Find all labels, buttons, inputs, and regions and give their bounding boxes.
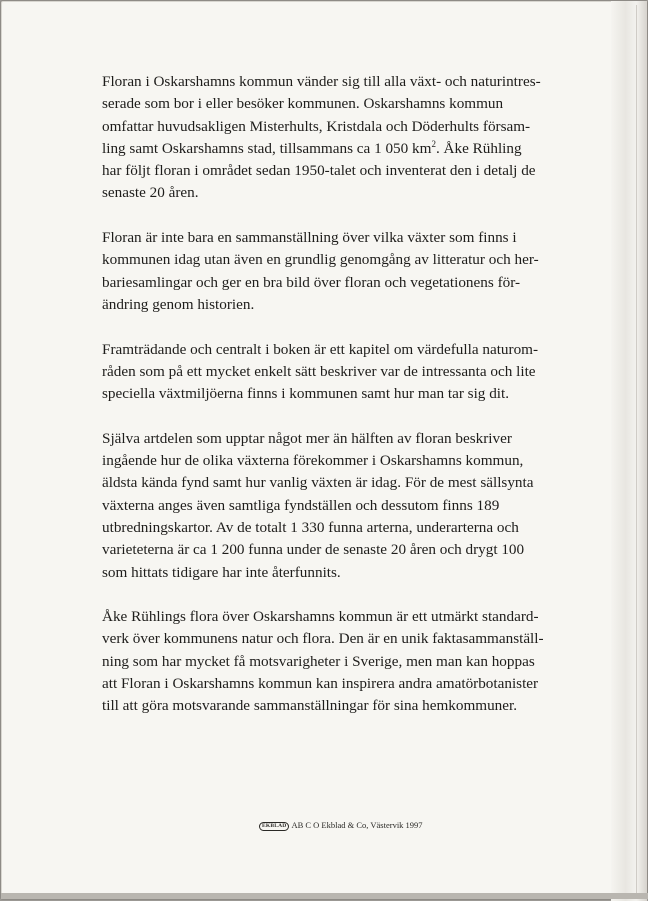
printer-imprint (259, 820, 423, 831)
imprint-text: AB C O Ekblad & Co, Västervik 1997 (291, 820, 423, 830)
spine-edge (611, 1, 647, 901)
spine-line (636, 5, 637, 897)
bottom-edge (1, 893, 648, 899)
paragraph-3: Framträdande och centralt i boken är ett kapitel om värdefulla naturom- råden som på ett mycket enkelt sätt beskriver var de intressanta och lite speciella växtmiljöerna finns i kommunen samt hur man tar sig dit. (102, 340, 539, 403)
blurb-text (102, 71, 562, 740)
paragraph-4: Själva artdelen som upptar något mer än hälften av floran beskriver ingående hur de olika växterna förekommer i Oskarshamns kommun, äldsta kända fynd samt hur vanlig växten är idag. För de mest sällsynta växterna anges även samtliga fyndställen och dessutom finns 189 utbredningskartor. Av de totalt 1 330 funna arterna, underarterna och varieteterna är ca 1 200 funna under de senaste 20 åren och drygt 100 som hittats tidigare har inte återfunnits. (102, 429, 534, 581)
paragraph-1: Floran i Oskarshamns kommun vänder sig till alla växt- och naturintres- serade som bor i eller besöker kommunen. Oskarshamns kommun omfattar huvudsakligen Misterhults, Kristdala och Döderhults försam- ling samt Oskarshamns stad, tillsammans ca 1 050 $km^2$. Åke Rühling har följt floran i området sedan 1950-talet och inventerat den i detalj de senaste 20 åren. (102, 73, 541, 202)
superscript-2: 2 (431, 138, 436, 149)
paragraph-2: Floran är inte bara en sammanställning över vilka växter som finns i kommunen idag utan även en grundlig genomgång av litteratur och her- bariesamlingar och ger en bra bild över floran och vegetationens för- ändring genom historien. (102, 229, 539, 313)
printer-logo: EKBLAD (259, 822, 289, 831)
paragraph-5: Åke Rühlings flora över Oskarshamns kommun är ett utmärkt standard- verk över kommunens natur och flora. Den är en unik faktasammanställ- ning som har mycket få motsvarigheter i Sverige, men man kan hoppas att Floran i Oskarshamns kommun kan inspirera andra amatörbotanister till att göra motsvarande sammanställningar för sina hemkommuner. (102, 608, 544, 715)
